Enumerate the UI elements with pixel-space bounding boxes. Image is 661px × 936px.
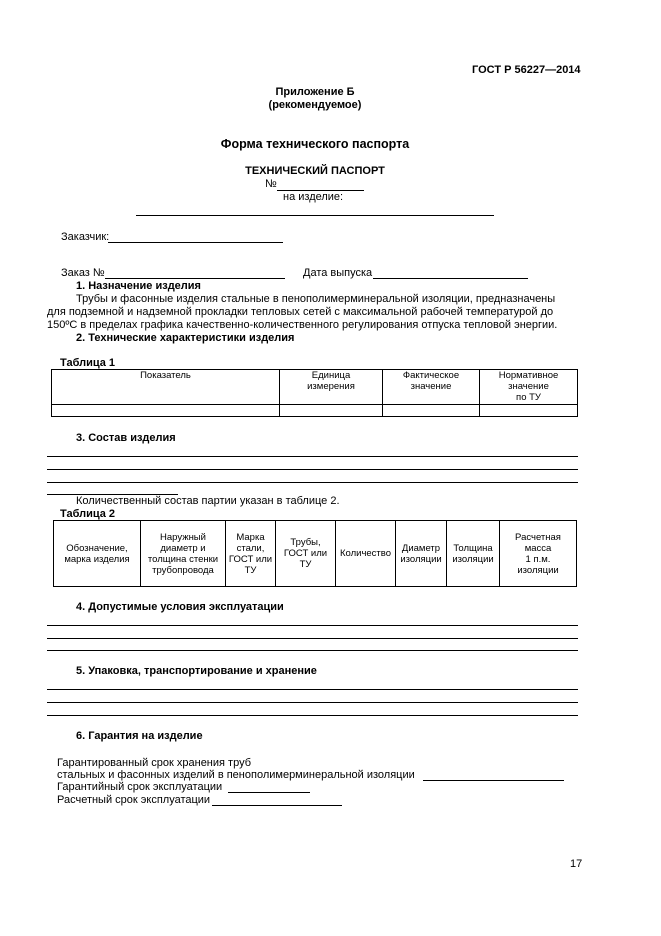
release-date-label: Дата выпуска — [303, 267, 373, 279]
section3-title: 3. Состав изделия — [76, 432, 176, 444]
section4-line — [47, 625, 578, 626]
table1-header-normative: Нормативное значение по ТУ — [480, 370, 578, 405]
appendix-subtitle: (рекомендуемое) — [268, 99, 362, 111]
section4-title: 4. Допустимые условия эксплуатации — [76, 601, 284, 613]
section3-line — [47, 456, 578, 457]
table2 — [53, 520, 577, 587]
passport-title: ТЕХНИЧЕСКИЙ ПАСПОРТ — [245, 165, 385, 177]
table1-header-actual: Фактическое значение — [383, 370, 480, 405]
section3-line — [47, 469, 578, 470]
release-date-line — [373, 278, 528, 279]
table1-header-unit: Единица измерения — [280, 370, 383, 405]
table2-header-pipes: Трубы, ГОСТ или ТУ — [276, 521, 336, 587]
section1-title: 1. Назначение изделия — [76, 280, 201, 292]
section3-note: Количественный состав партии указан в таблице 2. — [76, 495, 340, 507]
product-label: на изделие: — [283, 191, 344, 203]
table1-cell — [480, 405, 578, 417]
warranty-term-line — [228, 792, 310, 793]
section6-warranty-label: Гарантийный срок эксплуатации — [57, 781, 223, 793]
table1-cell — [280, 405, 383, 417]
table1-cell — [383, 405, 480, 417]
order-line — [105, 278, 285, 279]
table2-header-designation: Обозначение, марка изделия — [54, 521, 141, 587]
section5-line — [47, 689, 578, 690]
section6-storage-line1: Гарантированный срок хранения труб — [57, 757, 251, 769]
table2-header-mass: Расчетная масса 1 п.м. изоляции — [500, 521, 577, 587]
table1-cell — [52, 405, 280, 417]
customer-line — [108, 242, 283, 243]
table2-header-insulation-thickness: Толщина изоляции — [447, 521, 500, 587]
customer-label: Заказчик: — [61, 231, 110, 243]
page-number: 17 — [570, 858, 583, 870]
section6-storage-line2: стальных и фасонных изделий в пенополимерминеральной изоляции — [57, 769, 415, 781]
section5-line — [47, 702, 578, 703]
storage-term-line — [423, 780, 564, 781]
table2-header-quantity: Количество — [336, 521, 396, 587]
section1-text-line2: для подземной и надземной прокладки тепловых сетей с максимальной рабочей температурой до — [47, 306, 554, 318]
appendix-title: Приложение Б — [275, 86, 355, 98]
form-title: Форма технического паспорта — [220, 137, 410, 151]
product-line — [136, 215, 494, 216]
section3-line — [47, 482, 578, 483]
passport-number-label: № — [265, 178, 277, 190]
section1-text-line3: 150ºС в пределах графика качественно-количественного регулирования отпуска тепловой энергии. — [47, 319, 558, 331]
table1-caption: Таблица 1 — [60, 357, 116, 369]
table2-header-insulation-diameter: Диаметр изоляции — [396, 521, 447, 587]
section5-title: 5. Упаковка, транспортирование и хранение — [76, 665, 317, 677]
section4-line — [47, 638, 578, 639]
section6-service-life-label: Расчетный срок эксплуатации — [57, 794, 211, 806]
doc-code: ГОСТ Р 56227—2014 — [472, 64, 581, 76]
table1-header-indicator: Показатель — [52, 370, 280, 405]
table2-header-steel: Марка стали, ГОСТ или ТУ — [226, 521, 276, 587]
section4-line — [47, 650, 578, 651]
order-label: Заказ № — [61, 267, 105, 279]
table2-caption: Таблица 2 — [60, 508, 116, 520]
table2-header-diameter: Наружный диаметр и толщина стенки трубопровода — [141, 521, 226, 587]
table1 — [51, 369, 578, 417]
section1-text-line1: Трубы и фасонные изделия стальные в пенополимерминеральной изоляции, предназначены — [76, 293, 556, 305]
section5-line — [47, 715, 578, 716]
section2-title: 2. Технические характеристики изделия — [76, 332, 295, 344]
section6-title: 6. Гарантия на изделие — [76, 730, 203, 742]
service-life-line — [212, 805, 342, 806]
